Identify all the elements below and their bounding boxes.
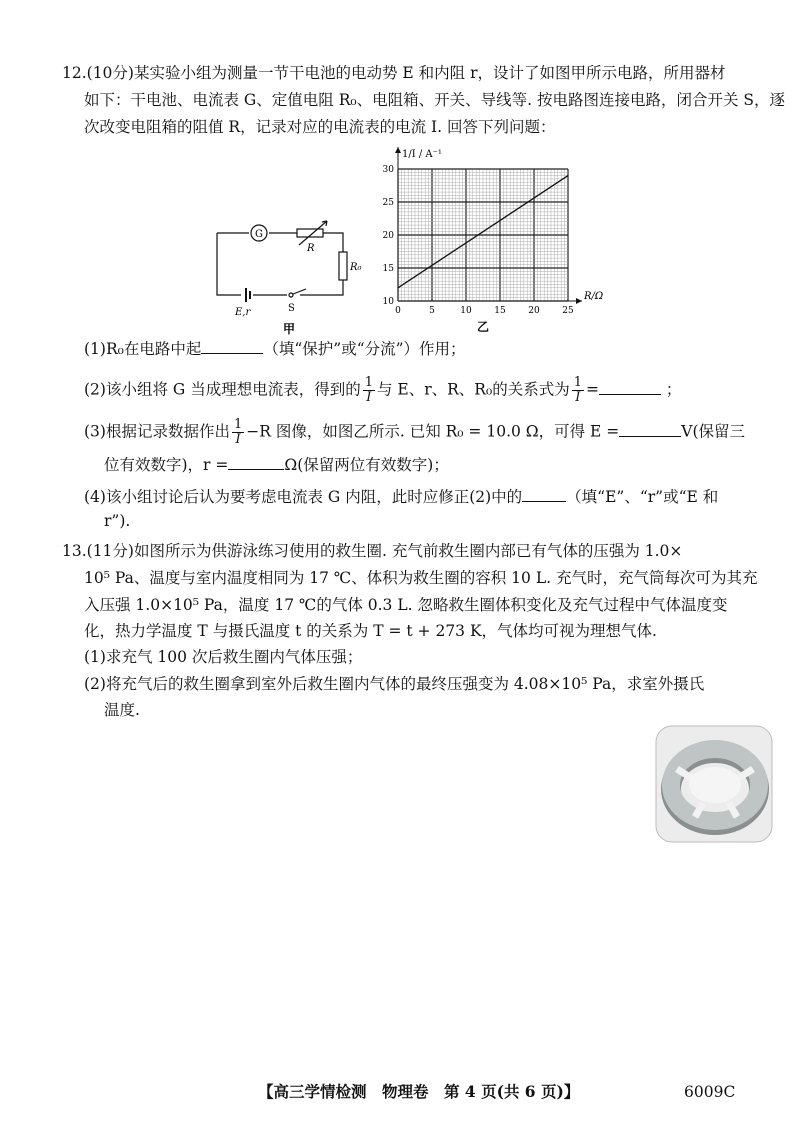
q12-line-3: 次改变电阻箱的阻值 R，记录对应的电流表的电流 I. 回答下列问题：	[84, 118, 556, 136]
y-tick-label: 30	[382, 165, 394, 175]
q13-sub2: (2)将充气后的救生圈拿到室外后救生圈内气体的最终压强变为 4.08×10⁵ Pa，求室外摄氏	[84, 675, 705, 693]
answer-blank[interactable]	[599, 380, 661, 395]
text: （填“保护”或“分流”）作用；	[263, 340, 466, 358]
y-axis-label: 1/I / A⁻¹	[402, 149, 442, 160]
life-buoy-image	[655, 725, 773, 843]
q12-sub2	[84, 376, 681, 405]
x-tick-label: 25	[562, 306, 574, 316]
circuit-diagram	[205, 215, 365, 340]
r0-label: R₀	[350, 262, 362, 273]
galvanometer-label: G	[255, 229, 263, 240]
x-tick-label: 20	[528, 306, 540, 316]
text: Ω(保留两位有效数字)；	[284, 456, 449, 474]
text: （填“E”、“r”或“E 和	[566, 488, 719, 506]
footer-page-info: 【高三学情检测 物理卷 第 4 页(共 6 页)】	[258, 1082, 580, 1101]
q13-sub1: (1)求充气 100 次后救生圈内气体压强；	[84, 648, 363, 666]
footer-code: 6009C	[684, 1083, 736, 1101]
q12-line-2: 如下：干电池、电流表 G、定值电阻 R₀、电阻箱、开关、导线等. 按电路图连接电路，闭合开关 S，逐	[84, 91, 786, 109]
x-tick-label: 10	[460, 306, 472, 316]
answer-blank[interactable]	[201, 339, 263, 354]
circuit-caption: 甲	[283, 322, 296, 336]
text: (4)该小组讨论后认为要考虑电流表 G 内阻，此时应修正(2)中的	[84, 488, 523, 506]
answer-blank[interactable]	[522, 487, 566, 502]
q12-sub1	[84, 339, 466, 359]
y-tick-label: 25	[382, 198, 394, 208]
x-tick-label: 5	[429, 306, 435, 316]
x-axis-label: R/Ω	[584, 291, 604, 302]
den: I	[235, 432, 241, 447]
battery-label: E,r	[235, 307, 251, 318]
y-tick-label: 20	[382, 231, 394, 241]
resistor-box-label: R	[307, 243, 315, 254]
text: ；	[660, 380, 682, 399]
q12-sub3-cont	[104, 455, 449, 475]
answer-blank[interactable]	[228, 455, 284, 470]
num: 1	[233, 417, 243, 432]
x-tick-label: 15	[494, 306, 506, 316]
q13-line-3: 入压强 1.0×10⁵ Pa，温度 17 ℃的气体 0.3 L. 忽略救生圈体积变化及充气过程中气体温度变	[84, 596, 728, 614]
y-tick-label: 10	[382, 297, 394, 307]
q12-sub4	[84, 487, 718, 507]
q12-sub3	[84, 418, 745, 447]
text: (3)根据记录数据作出	[84, 422, 230, 441]
text: =	[585, 380, 599, 399]
switch-label: S	[288, 303, 295, 314]
text: −R 图像，如图乙所示. 已知 R₀ = 10.0 Ω，可得 E =	[246, 422, 620, 441]
num: 1	[364, 375, 373, 390]
x-tick-label: 0	[395, 306, 401, 316]
text: (1)R₀在电路中起	[84, 340, 202, 358]
q12-line-1: 12.(10分)某实验小组为测量一节干电池的电动势 E 和内阻 r，设计了如图甲所示电路，所用器材	[62, 64, 726, 82]
q12-sub4-cont: r”).	[104, 512, 131, 530]
text: 与 E、r、R、R₀的关系式为	[376, 380, 570, 399]
den: I	[575, 390, 581, 405]
text: 位有效数字)，r =	[104, 456, 229, 474]
text: V(保留三	[681, 422, 746, 441]
q13-line-2: 10⁵ Pa、温度与室内温度相同为 17 ℃、体积为救生圈的容积 10 L. 充气时，充气筒每次可为其充	[84, 569, 758, 587]
fraction	[232, 418, 244, 447]
q13-line-1: 13.(11分)如图所示为供游泳练习使用的救生圈. 充气前救生圈内部已有气体的压强为 1.0×	[62, 542, 683, 560]
num: 1	[573, 375, 582, 390]
y-axis-arrow-icon	[395, 147, 401, 153]
q13-line-4: 化，热力学温度 T 与摄氏温度 t 的关系为 T = t + 273 K，气体均可视为理想气体.	[84, 622, 657, 640]
text: (2)该小组将 G 当成理想电流表，得到的	[84, 380, 361, 399]
graph-1-over-I-vs-R	[370, 140, 620, 340]
fraction	[572, 376, 584, 405]
fraction	[363, 376, 375, 405]
answer-blank[interactable]	[619, 422, 681, 437]
q13-sub2-cont: 温度.	[104, 701, 140, 719]
chart-caption: 乙	[476, 320, 490, 334]
den: I	[366, 390, 372, 405]
x-axis-arrow-icon	[576, 298, 582, 304]
y-tick-label: 15	[382, 264, 394, 274]
